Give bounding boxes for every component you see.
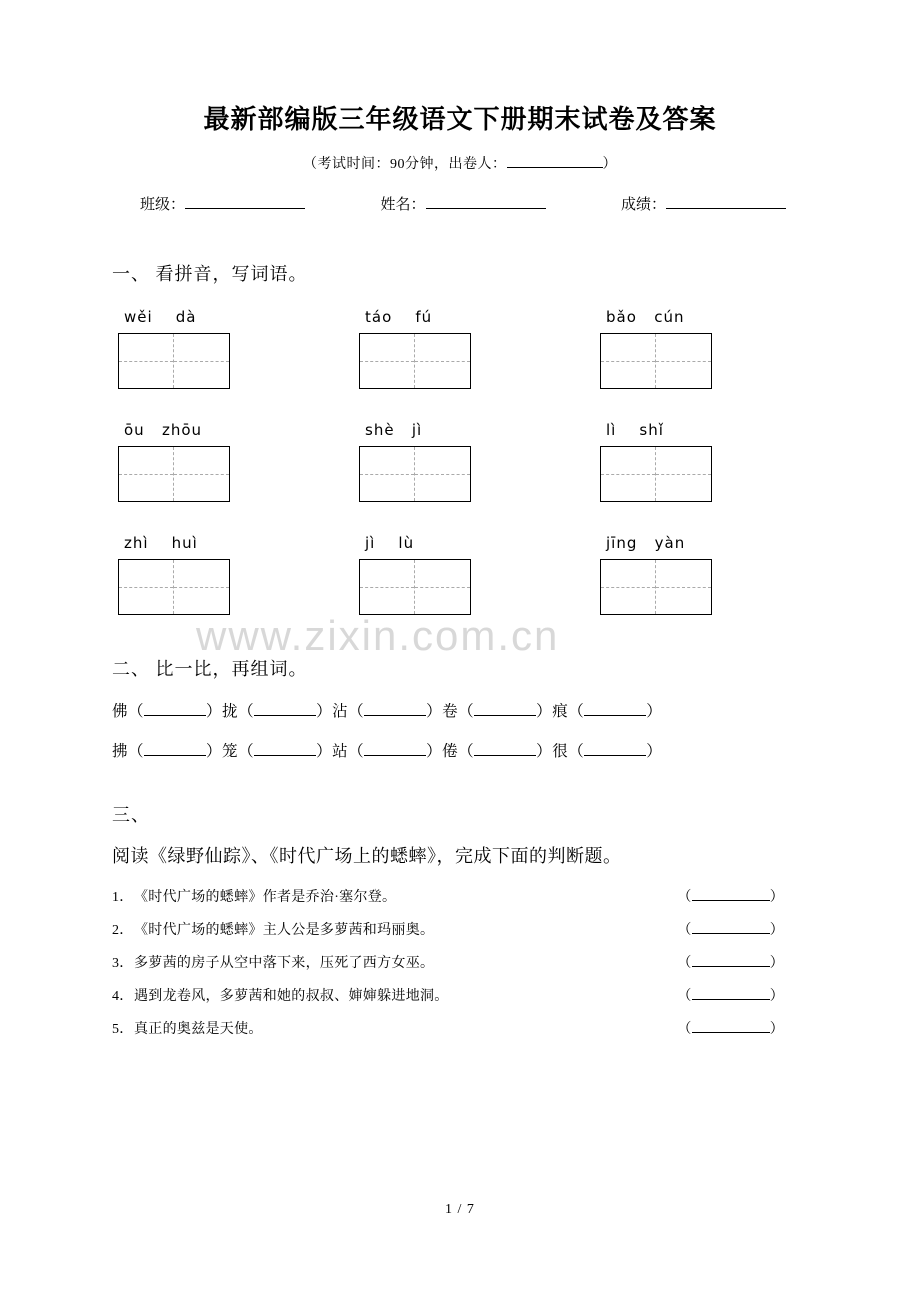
item-answer: （ ） <box>677 890 784 906</box>
answer-blank[interactable] <box>584 702 646 716</box>
char-4: 卷 <box>442 703 459 721</box>
student-info-row <box>112 193 808 214</box>
answer-blank[interactable] <box>364 742 426 756</box>
answer-blank[interactable] <box>692 888 770 901</box>
score-blank[interactable] <box>666 195 786 209</box>
pinyin-label: zhì huì <box>124 534 198 553</box>
section-three-title: 三、 <box>112 805 150 826</box>
section-one-title: 一、 看拼音，写词语。 <box>112 264 308 285</box>
char-5: 很 <box>552 743 569 761</box>
word-pair-line-2: 拂（ ）笼（ ）站（ ）倦（ ）很（ ） <box>112 743 663 761</box>
list-item <box>112 985 808 1005</box>
pinyin-label: shè jì <box>365 421 423 440</box>
pinyin-label: bǎo cún <box>606 308 685 327</box>
pinyin-label: táo fú <box>365 308 433 327</box>
char-3: 沾 <box>332 703 349 721</box>
pinyin-item <box>118 534 326 615</box>
tianzi-box[interactable] <box>118 446 230 502</box>
examiner-blank[interactable] <box>507 154 603 168</box>
pinyin-item <box>359 534 567 615</box>
answer-blank[interactable] <box>364 702 426 716</box>
section-three-intro: 阅读《绿野仙踪》、《时代广场上的蟋蟀》，完成下面的判断题。 <box>112 846 622 867</box>
class-label: 班级： <box>140 197 186 214</box>
pinyin-text-row-3 <box>118 534 808 615</box>
pinyin-item <box>600 308 808 389</box>
pinyin-text-row-2 <box>118 421 808 502</box>
answer-blank[interactable] <box>254 702 316 716</box>
subtitle-prefix: （考试时间：90分钟，出卷人： <box>303 157 507 173</box>
list-item <box>112 952 808 972</box>
char-3: 站 <box>332 743 349 761</box>
exam-subtitle <box>112 153 808 173</box>
page-title: 最新部编版三年级语文下册期末试卷及答案 <box>203 105 717 134</box>
item-text: 遇到龙卷风，多萝茜和她的叔叔、婶婶躲进地洞。 <box>134 989 449 1005</box>
score-field <box>621 193 786 214</box>
class-field <box>140 193 305 214</box>
answer-blank[interactable] <box>254 742 316 756</box>
char-1: 拂 <box>112 743 129 761</box>
pinyin-row-2 <box>118 421 808 502</box>
answer-blank[interactable] <box>144 742 206 756</box>
pinyin-item <box>118 421 326 502</box>
tianzi-box[interactable] <box>118 333 230 389</box>
tianzi-box[interactable] <box>600 333 712 389</box>
watermark: www.zixin.com.cn <box>196 612 560 659</box>
item-answer: （ ） <box>677 989 784 1005</box>
pinyin-exercise <box>118 308 808 615</box>
item-text: 《时代广场的蟋蟀》主人公是多萝茜和玛丽奥。 <box>134 923 435 939</box>
class-blank[interactable] <box>185 195 305 209</box>
item-text: 《时代广场的蟋蟀》作者是乔治·塞尔登。 <box>134 890 397 906</box>
page-footer: 1 / 7 <box>445 1202 475 1217</box>
char-2: 拢 <box>222 703 239 721</box>
item-number: 1． <box>112 890 134 906</box>
answer-blank[interactable] <box>692 1020 770 1033</box>
list-item <box>112 1018 808 1038</box>
answer-blank[interactable] <box>692 987 770 1000</box>
list-item <box>112 886 808 906</box>
item-text: 多萝茜的房子从空中落下来，压死了西方女巫。 <box>134 956 435 972</box>
pinyin-text-row-1 <box>118 308 808 389</box>
name-field <box>380 193 545 214</box>
answer-blank[interactable] <box>584 742 646 756</box>
tianzi-box[interactable] <box>600 446 712 502</box>
item-number: 3． <box>112 956 134 972</box>
item-text: 真正的奥兹是天使。 <box>134 1022 263 1038</box>
char-1: 佛 <box>112 703 129 721</box>
item-number: 5． <box>112 1022 134 1038</box>
tianzi-box[interactable] <box>359 333 471 389</box>
list-item <box>112 919 808 939</box>
pinyin-label: ōu zhōu <box>124 421 203 440</box>
pinyin-label: jīng yàn <box>606 534 686 553</box>
char-4: 倦 <box>442 743 459 761</box>
char-2: 笼 <box>222 743 239 761</box>
pinyin-item <box>118 308 326 389</box>
pinyin-item <box>359 308 567 389</box>
item-answer: （ ） <box>677 1022 784 1038</box>
item-answer: （ ） <box>677 923 784 939</box>
score-label: 成绩： <box>620 197 666 214</box>
pinyin-item <box>600 421 808 502</box>
item-answer: （ ） <box>677 956 784 972</box>
tianzi-box[interactable] <box>600 559 712 615</box>
item-number: 2． <box>112 923 134 939</box>
pinyin-label: wěi dà <box>124 308 197 327</box>
tianzi-box[interactable] <box>359 446 471 502</box>
tianzi-box[interactable] <box>118 559 230 615</box>
name-blank[interactable] <box>426 195 546 209</box>
pinyin-item <box>359 421 567 502</box>
char-5: 痕 <box>552 703 569 721</box>
word-pair-line-1: 佛（ ）拢（ ）沾（ ）卷（ ）痕（ ） <box>112 703 663 721</box>
pinyin-row-3 <box>118 534 808 615</box>
section-two-title: 二、 比一比，再组词。 <box>112 659 308 680</box>
answer-blank[interactable] <box>474 702 536 716</box>
pinyin-label: jì lù <box>365 534 415 553</box>
name-label: 姓名： <box>380 197 426 214</box>
item-number: 4． <box>112 989 134 1005</box>
answer-blank[interactable] <box>144 702 206 716</box>
answer-blank[interactable] <box>692 921 770 934</box>
pinyin-item <box>600 534 808 615</box>
answer-blank[interactable] <box>474 742 536 756</box>
subtitle-suffix: ） <box>602 157 617 173</box>
pinyin-row-1 <box>118 308 808 389</box>
tianzi-box[interactable] <box>359 559 471 615</box>
answer-blank[interactable] <box>692 954 770 967</box>
pinyin-label: lì shǐ <box>606 421 664 440</box>
